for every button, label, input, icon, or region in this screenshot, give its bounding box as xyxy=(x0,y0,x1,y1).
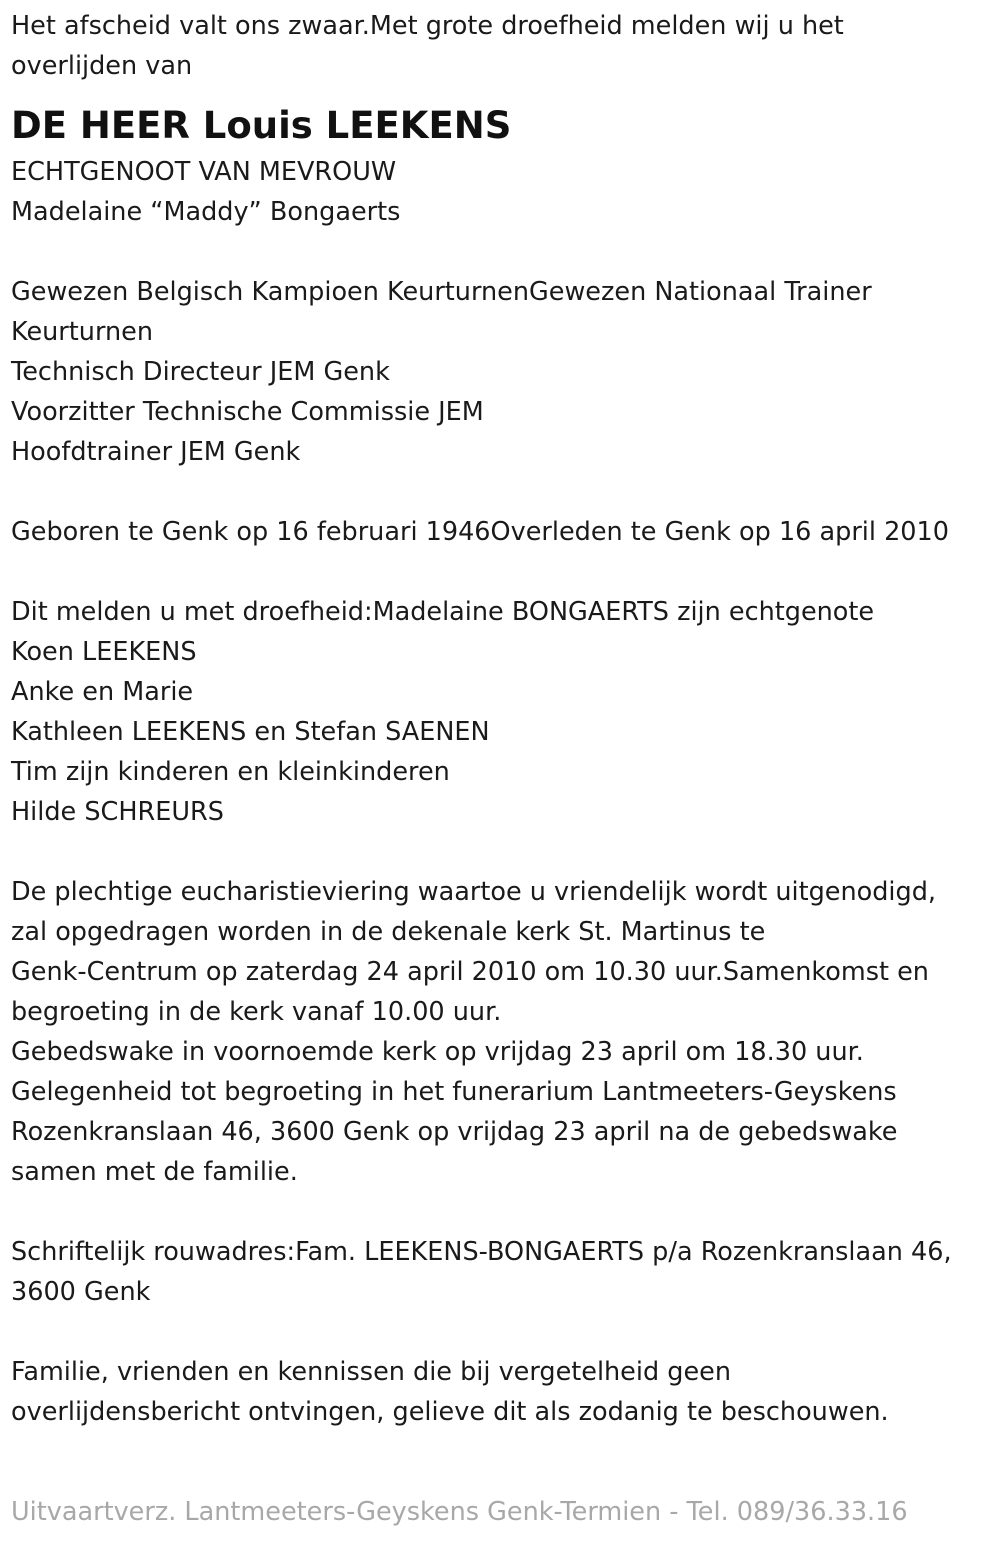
ceremony-line: Gebedswake in voornoemde kerk op vrijdag 23 april om 18.30 uur. xyxy=(11,1037,864,1067)
ceremony-line: begroeting in de kerk vanaf 10.00 uur. xyxy=(11,997,502,1027)
ceremony-block xyxy=(11,872,990,1192)
ceremony-line: samen met de familie. xyxy=(11,1157,298,1187)
spouse-label: ECHTGENOOT VAN MEVROUW xyxy=(11,157,397,187)
title-line: Keurturnen xyxy=(11,317,153,347)
closing-line: Familie, vrienden en kennissen die bij vergetelheid geen xyxy=(11,1357,731,1387)
closing-line: overlijdensbericht ontvingen, gelieve dit als zodanig te beschouwen. xyxy=(11,1397,889,1427)
ceremony-line: Genk-Centrum op zaterdag 24 april 2010 om 10.30 uur.Samenkomst en xyxy=(11,957,929,987)
family-line: Hilde SCHREURS xyxy=(11,797,224,827)
intro-line: overlijden van xyxy=(11,51,193,81)
title-line: Hoofdtrainer JEM Genk xyxy=(11,437,301,467)
ceremony-line: Rozenkranslaan 46, 3600 Genk op vrijdag 23 april na de gebedswake xyxy=(11,1117,898,1147)
spacer xyxy=(11,552,990,592)
family-line: Kathleen LEEKENS en Stefan SAENEN xyxy=(11,717,490,747)
spacer xyxy=(11,1312,990,1352)
intro-paragraph xyxy=(11,6,990,86)
family-line: Koen LEEKENS xyxy=(11,637,197,667)
funeral-home-footer: Uitvaartverz. Lantmeeters-Geyskens Genk-Termien - Tel. 089/36.33.16 xyxy=(11,1497,908,1527)
title-line: Technisch Directeur JEM Genk xyxy=(11,357,390,387)
titles-block xyxy=(11,272,990,472)
family-line: Dit melden u met droefheid:Madelaine BONGAERTS zijn echtgenote xyxy=(11,597,875,627)
address-line: Schriftelijk rouwadres:Fam. LEEKENS-BONGAERTS p/a Rozenkranslaan 46, xyxy=(11,1237,952,1267)
closing-block xyxy=(11,1352,990,1432)
ceremony-line: Gelegenheid tot begroeting in het funerarium Lantmeeters-Geyskens xyxy=(11,1077,897,1107)
spouse-block xyxy=(11,152,990,232)
spacer xyxy=(11,832,990,872)
family-block xyxy=(11,592,990,832)
deceased-name-heading: DE HEER Louis LEEKENS xyxy=(11,104,512,147)
spacer xyxy=(11,472,990,512)
title-line: Voorzitter Technische Commissie JEM xyxy=(11,397,484,427)
spacer xyxy=(11,232,990,272)
family-line: Anke en Marie xyxy=(11,677,194,707)
family-line: Tim zijn kinderen en kleinkinderen xyxy=(11,757,450,787)
ceremony-line: De plechtige eucharistieviering waartoe u vriendelijk wordt uitgenodigd, xyxy=(11,877,936,907)
intro-line: Het afscheid valt ons zwaar.Met grote droefheid melden wij u het xyxy=(11,11,844,41)
birth-death-dates: Geboren te Genk op 16 februari 1946Overleden te Genk op 16 april 2010 xyxy=(11,517,949,547)
spacer xyxy=(11,1192,990,1232)
title-line: Gewezen Belgisch Kampioen KeurturnenGewezen Nationaal Trainer xyxy=(11,277,872,307)
address-line: 3600 Genk xyxy=(11,1277,151,1307)
dates-block xyxy=(11,512,990,552)
ceremony-line: zal opgedragen worden in de dekenale kerk St. Martinus te xyxy=(11,917,766,947)
spouse-name: Madelaine “Maddy” Bongaerts xyxy=(11,197,401,227)
address-block xyxy=(11,1232,990,1312)
